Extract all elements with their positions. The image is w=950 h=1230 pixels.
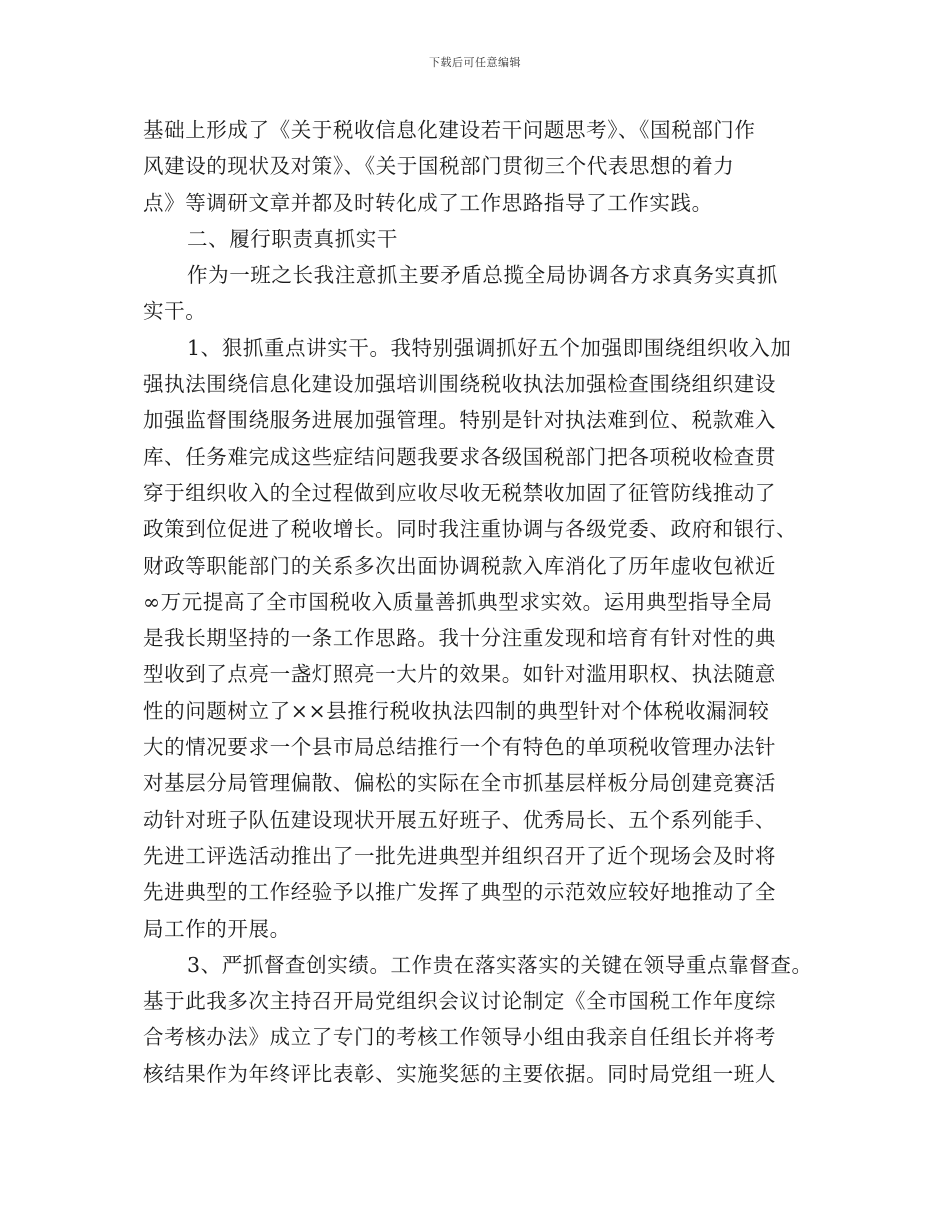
page-header-note: 下载后可任意编辑 xyxy=(429,56,521,69)
text-line: 动针对班子队伍建设现状开展五好班子、优秀局长、五个系列能手、 xyxy=(143,807,776,832)
text-line: 合考核办法》成立了专门的考核工作领导小组由我亲自任组长并将考 xyxy=(143,1025,776,1050)
text-line: 作为一班之长我注意抓主要矛盾总揽全局协调各方求真务实真抓 xyxy=(187,263,778,288)
text-line: 实干。 xyxy=(143,299,207,324)
text-line: 先进工评选活动推出了一批先进典型并组织召开了近个现场会及时将 xyxy=(143,843,776,868)
text-line: 风建设的现状及对策》、《关于国税部门贯彻三个代表思想的着力 xyxy=(143,154,735,179)
text-line: 加强监督围绕服务进展加强管理。特别是针对执法难到位、税款难入 xyxy=(143,408,776,433)
text-line: 先进典型的工作经验予以推广发挥了典型的示范效应较好地推动了全 xyxy=(143,880,776,905)
section-heading: 二、履行职责真抓实干 xyxy=(187,226,398,251)
text-line: 基础上形成了《关于税收信息化建设若干问题思考》、《国税部门作 xyxy=(143,118,756,142)
text-line: 基于此我多次主持召开局党组织会议讨论制定《全市国税工作年度综 xyxy=(143,989,776,1014)
text-line: 型收到了点亮一盏灯照亮一大片的效果。如针对滥用职权、执法随意 xyxy=(143,662,776,687)
text-line: 3、严抓督查创实绩。工作贵在落实落实的关键在领导重点靠督查。 xyxy=(187,952,813,977)
text-line: 点》等调研文章并都及时转化成了工作思路指导了工作实践。 xyxy=(143,190,713,215)
text-line: 穿于组织收入的全过程做到应收尽收无税禁收加固了征管防线推动了 xyxy=(143,480,776,505)
text-line: 财政等职能部门的关系多次出面协调税款入库消化了历年虚收包袱近 xyxy=(143,553,776,578)
text-line: 是我长期坚持的一条工作思路。我十分注重发现和培育有针对性的典 xyxy=(143,626,776,651)
text-line: 库、任务难完成这些症结问题我要求各级国税部门把各项税收检查贯 xyxy=(143,444,776,469)
text-line: 1、狠抓重点讲实干。我特别强调抓好五个加强即围绕组织收入加 xyxy=(187,335,792,360)
text-line: 核结果作为年终评比表彰、实施奖惩的主要依据。同时局党组一班人 xyxy=(143,1061,776,1086)
text-line: 强执法围绕信息化建设加强培训围绕税收执法加强检查围绕组织建设 xyxy=(143,372,776,397)
document-body xyxy=(143,112,833,1092)
text-line: 局工作的开展。 xyxy=(143,916,291,941)
text-line: 对基层分局管理偏散、偏松的实际在全市抓基层样板分局创建竞赛活 xyxy=(143,771,776,796)
text-line: 大的情况要求一个县市局总结推行一个有特色的单项税收管理办法针 xyxy=(143,735,776,760)
text-line: 政策到位促进了税收增长。同时我注重协调与各级党委、政府和银行、 xyxy=(143,517,798,542)
text-line: 性的问题树立了××县推行税收执法四制的典型针对个体税收漏洞较 xyxy=(143,698,770,723)
text-line: ∞万元提高了全市国税收入质量善抓典型求实效。运用典型指导全局 xyxy=(143,589,773,614)
